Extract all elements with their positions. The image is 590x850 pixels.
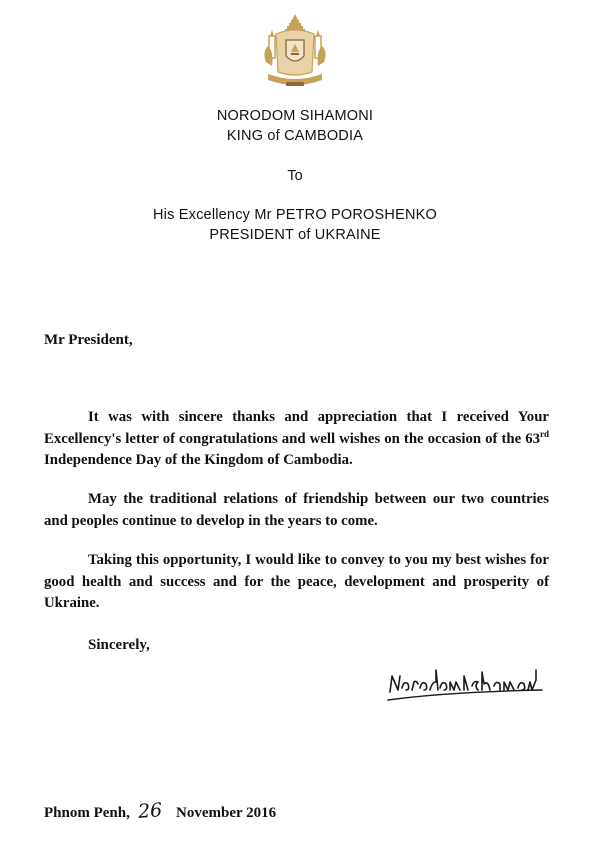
sender-title: KING of CAMBODIA — [226, 128, 364, 144]
paragraph-thanks-tail: Independence Day of the Kingdom of Cambodia. — [44, 452, 353, 468]
handwritten-day: 26 — [137, 799, 163, 823]
paragraph-thanks-text: It was with sincere thanks and appreciation that I received Your Excellency's letter of congratulations and well wishes on the occasion of the 63 — [44, 409, 549, 447]
ordinal-suffix: rd — [540, 428, 549, 439]
date-line — [44, 800, 276, 822]
sender-name: NORODOM SIHAMONI — [216, 108, 374, 124]
closing: Sincerely, — [88, 637, 150, 653]
recipient-name: His Excellency Mr PETRO POROSHENKO — [153, 207, 437, 223]
royal-coat-of-arms-icon — [258, 12, 332, 92]
to-label: To — [287, 168, 303, 184]
month-year: November 2016 — [176, 805, 277, 821]
paragraph-thanks — [44, 407, 549, 472]
paragraph-friendship: May the traditional relations of friendship between our two countries and peoples continue to develop in the years to come. — [44, 491, 549, 529]
recipient-title: PRESIDENT of UKRAINE — [209, 227, 381, 243]
recipient-block — [0, 205, 590, 245]
handwritten-signature-icon — [386, 662, 546, 710]
sender-block — [0, 106, 590, 146]
paragraph-wishes: Taking this opportunity, I would like to convey to you my best wishes for good health and success and for the peace, development and prosperity of Ukraine. — [44, 552, 549, 611]
salutation: Mr President, — [44, 332, 133, 348]
place-name: Phnom Penh, — [44, 805, 130, 821]
